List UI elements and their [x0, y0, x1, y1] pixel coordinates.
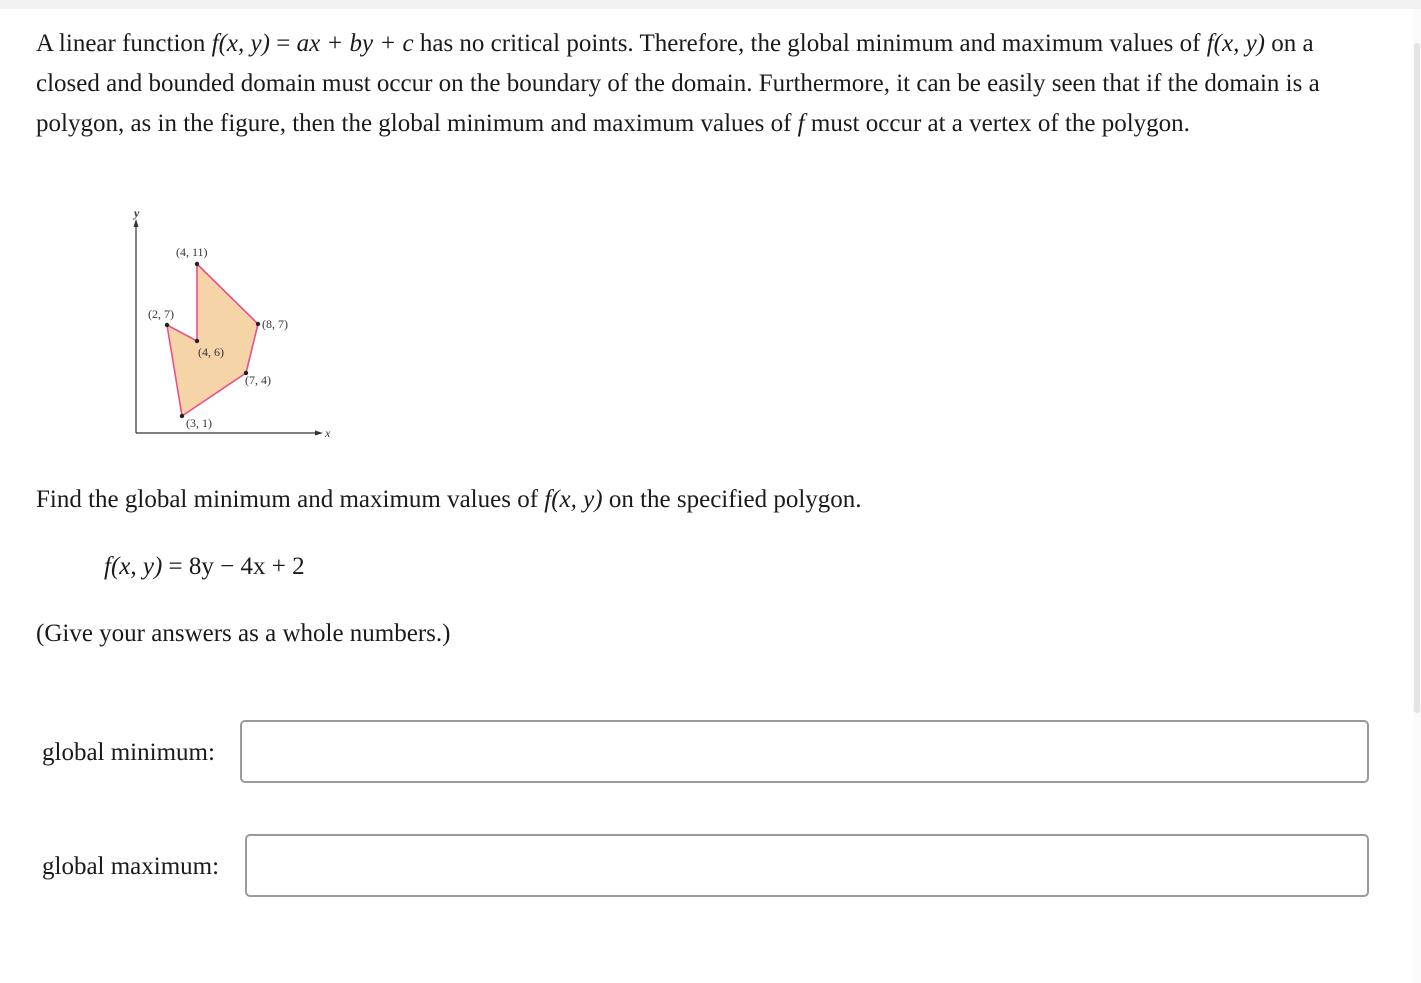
intro-paragraph: A linear function f(x, y) = ax + by + c has no critical points. Therefore, the global minimum and maximum values of f(x, y) on a closed and bounded domain must occur on the boundary of the domain. Furthermore, it can be easily seen that if the domain is a polygon, as in the figure, then the global minimum and maximum values of f must occur at a vertex of the polygon. [36, 30, 1320, 137]
function-symbol: f [797, 110, 805, 137]
vertex-label: (8, 7) [262, 317, 288, 331]
y-axis-arrow [134, 219, 139, 227]
vertex-label: (2, 7) [148, 307, 174, 321]
linear-expression: ax + by + c [296, 30, 414, 57]
global-maximum-label: global maximum: [42, 853, 220, 880]
function-formula [104, 547, 305, 587]
vertex-label: (7, 4) [245, 373, 271, 387]
y-axis-label: y [134, 206, 140, 220]
scrollbar-thumb[interactable] [1414, 43, 1420, 713]
global-minimum-label: global minimum: [42, 739, 215, 766]
scrollbar[interactable] [1413, 9, 1421, 983]
polygon-domain [167, 264, 258, 416]
function-notation: f(x, y) [104, 553, 163, 580]
vertex-point [195, 339, 199, 343]
vertex-point [165, 323, 169, 327]
polygon-figure [110, 200, 350, 450]
global-minimum-input[interactable] [240, 720, 1369, 783]
x-axis-arrow [315, 431, 323, 436]
global-maximum-input[interactable] [245, 834, 1369, 897]
top-bar [0, 0, 1421, 9]
function-expression: = 8y − 4x + 2 [162, 553, 305, 580]
question-text: Find the global minimum and maximum values of f(x, y) on the specified polygon. [36, 486, 862, 513]
vertex-label: (4, 11) [176, 245, 208, 259]
function-notation: f(x, y) [544, 486, 603, 513]
vertex-point [256, 322, 260, 326]
x-axis-label: x [325, 426, 331, 440]
function-notation: f(x, y) [211, 30, 270, 57]
answer-hint: (Give your answers as a whole numbers.) [36, 620, 451, 647]
vertex-label: (4, 6) [198, 345, 224, 359]
vertex-point [180, 414, 184, 418]
vertex-point [195, 262, 199, 266]
function-notation: f(x, y) [1206, 30, 1265, 57]
vertex-label: (3, 1) [186, 416, 212, 430]
